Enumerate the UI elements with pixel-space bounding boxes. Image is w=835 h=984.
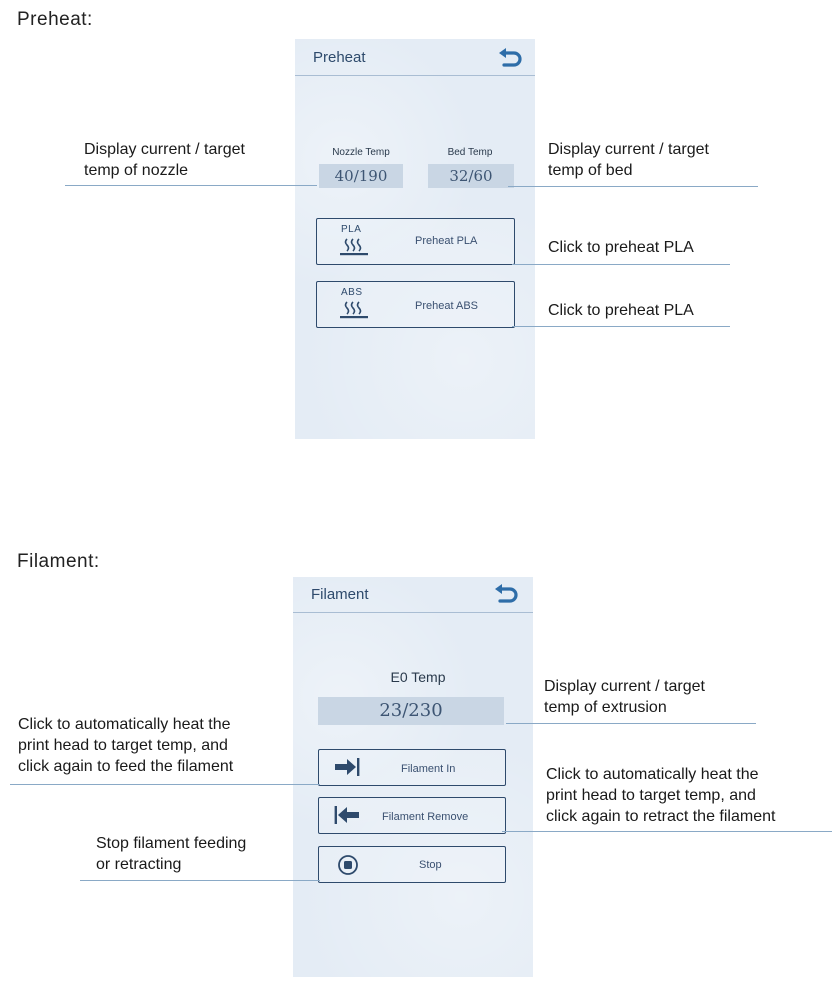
feed-leader-line (10, 784, 320, 785)
filament-screen (293, 577, 533, 977)
callout-line: Display current / target (548, 141, 709, 158)
title-divider (293, 612, 533, 613)
callout-line: or retracting (96, 856, 182, 873)
bed-temp-value: 32/60 (428, 164, 514, 188)
stop-label: Stop (419, 859, 442, 871)
retract-callout (546, 764, 775, 827)
filament-remove-button[interactable] (318, 797, 506, 834)
nozzle-temp-label: Nozzle Temp (332, 147, 390, 158)
feed-callout (18, 714, 233, 777)
preheat-abs-button[interactable] (316, 281, 515, 328)
e0-temp-value: 23/230 (318, 697, 504, 725)
screen-title: Filament (311, 586, 369, 603)
title-divider (295, 75, 535, 76)
callout-line: Display current / target (544, 678, 705, 695)
heat-waves-icon (339, 237, 369, 257)
back-button[interactable] (492, 583, 520, 607)
retract-leader-line (502, 831, 832, 832)
abs-tag: ABS (341, 287, 363, 298)
abs-leader-line (512, 326, 730, 327)
preheat-pla-label: Preheat PLA (415, 235, 478, 247)
filament-section-title: Filament: (17, 551, 100, 572)
screen-title: Preheat (313, 49, 366, 66)
back-button[interactable] (496, 47, 524, 71)
callout-line: Click to automatically heat the (18, 716, 231, 733)
callout-line: Display current / target (84, 141, 245, 158)
callout-line: temp of extrusion (544, 699, 667, 716)
preheat-section-title: Preheat: (17, 9, 93, 30)
callout-line: click again to feed the filament (18, 758, 234, 775)
nozzle-leader-line (65, 185, 317, 186)
e0-temp-label: E0 Temp (390, 669, 446, 685)
bed-leader-line (508, 186, 758, 187)
abs-callout: Click to preheat PLA (548, 302, 694, 319)
extrusion-leader-line (506, 723, 756, 724)
pla-callout: Click to preheat PLA (548, 239, 694, 256)
arrow-right-into-box-icon (333, 757, 361, 777)
filament-in-label: Filament In (401, 763, 456, 775)
filament-in-button[interactable] (318, 749, 506, 786)
back-arrow-icon (492, 583, 520, 607)
bed-temp-label: Bed Temp (447, 147, 493, 158)
stop-circle-icon (337, 854, 359, 876)
nozzle-callout (84, 139, 245, 181)
back-arrow-icon (496, 47, 524, 71)
preheat-screen (295, 39, 535, 439)
pla-tag: PLA (341, 224, 362, 235)
preheat-pla-button[interactable] (316, 218, 515, 265)
stop-callout (96, 833, 246, 875)
callout-line: Stop filament feeding (96, 835, 247, 852)
callout-line: print head to target temp, and (18, 737, 228, 754)
heat-waves-icon (339, 300, 369, 320)
bed-callout (548, 139, 709, 181)
callout-line: print head to target temp, and (546, 787, 756, 804)
preheat-abs-label: Preheat ABS (415, 300, 478, 312)
callout-line: Click to automatically heat the (546, 766, 759, 783)
nozzle-temp-value: 40/190 (319, 164, 403, 188)
callout-line: click again to retract the filament (546, 808, 776, 825)
callout-line: temp of nozzle (84, 162, 189, 179)
pla-leader-line (512, 264, 730, 265)
callout-line: temp of bed (548, 162, 633, 179)
filament-remove-label: Filament Remove (382, 811, 469, 823)
stop-button[interactable] (318, 846, 506, 883)
arrow-left-out-of-box-icon (333, 805, 361, 825)
stop-leader-line (80, 880, 320, 881)
extrusion-callout (544, 676, 705, 718)
